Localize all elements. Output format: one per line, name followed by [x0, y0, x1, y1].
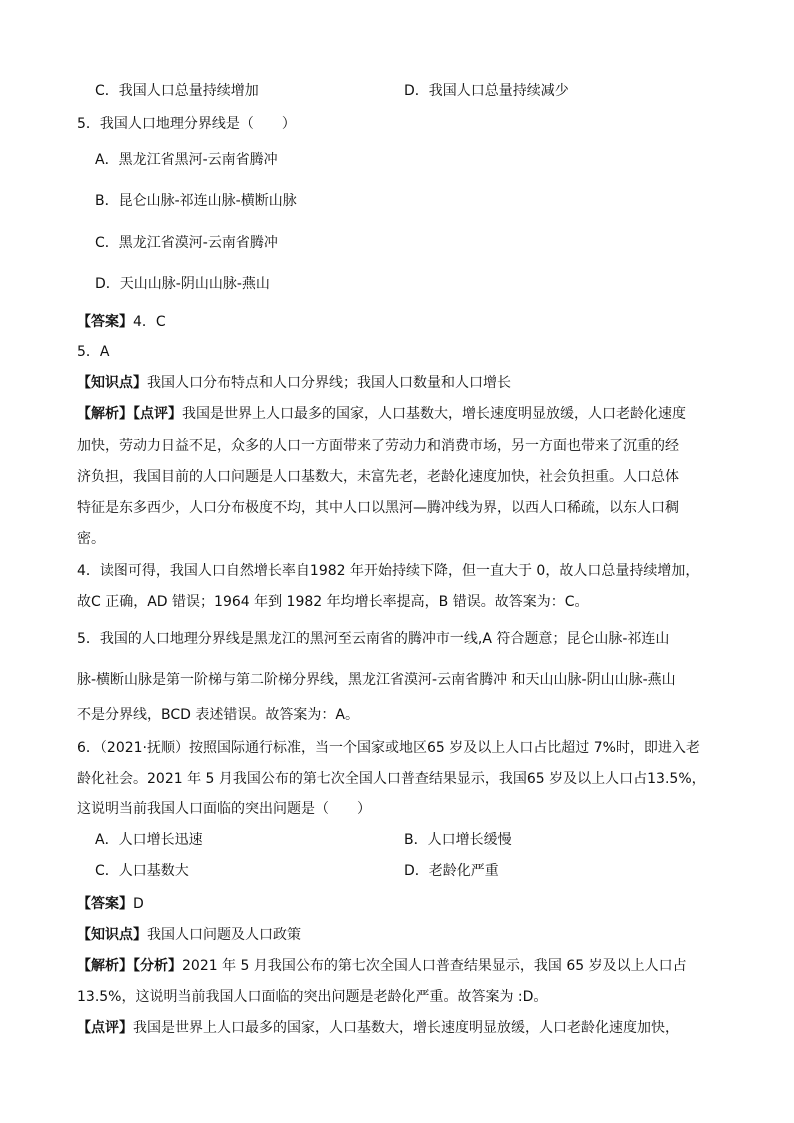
q6-analysis-line-2: 13.5%，这说明当前我国人口面临的突出问题是老龄化严重。故答案为 :D。 — [77, 989, 548, 1005]
answer-tag: 【答案】 — [77, 314, 133, 330]
knowledge-line — [77, 374, 511, 392]
q6-answer-line — [77, 895, 144, 913]
q5-option-a: A．黑龙江省黑河-云南省腾冲 — [95, 152, 278, 168]
q6-knowledge-line — [77, 926, 301, 944]
q5-option-b: B．昆仑山脉-祁连山脉-横断山脉 — [95, 193, 297, 209]
explain5-line-2: 脉-横断山脉是第一阶梯与第二阶梯分界线，黑龙江省漠河-云南省腾冲 和天山山脉-阴山山脉-燕山 — [77, 672, 676, 688]
q6-review-tag: 【点评】 — [77, 1020, 133, 1036]
analysis-line-5: 密。 — [77, 531, 105, 547]
q5-stem: 5．我国人口地理分界线是（ ） — [77, 116, 296, 132]
q6-knowledge-text: 我国人口问题及人口政策 — [147, 927, 301, 943]
knowledge-text: 我国人口分布特点和人口分界线；我国人口数量和人口增长 — [147, 375, 511, 391]
q6-stem-line-3: 这说明当前我国人口面临的突出问题是（ ） — [77, 801, 371, 817]
q6-option-c: C．人口基数大 — [95, 863, 189, 879]
q5-option-d: D．天山山脉-阴山山脉-燕山 — [95, 276, 270, 292]
q6-stem-line-2: 龄化社会。2021 年 5 月我国公布的第七次全国人口普查结果显示，我国65 岁及以上人口占13.5%， — [77, 771, 706, 787]
analysis-line-2: 加快，劳动力日益不足，众多的人口一方面带来了劳动力和消费市场，另一方面也带来了沉重的经 — [77, 438, 679, 454]
knowledge-tag: 【知识点】 — [77, 375, 147, 391]
q5-option-c: C．黑龙江省漠河-云南省腾冲 — [95, 235, 278, 251]
q6-stem-line-1: 6．（2021·抚顺）按照国际通行标准，当一个国家或地区65 岁及以上人口占比超过 7%时，即进入老 — [77, 740, 700, 756]
answer-line — [77, 313, 166, 331]
q6-option-a: A．人口增长迅速 — [95, 832, 203, 848]
explain5-line-1: 5．我国的人口地理分界线是黑龙江的黑河至云南省的腾冲市一线,A 符合题意；昆仑山脉-祁连山 — [77, 631, 670, 647]
q6-analysis-tag: 【解析】【分析】 — [77, 958, 182, 974]
q6-answer-tag: 【答案】 — [77, 896, 133, 912]
q6-answer: D — [133, 896, 144, 912]
q6-option-d: D．老龄化严重 — [404, 863, 499, 879]
q6-option-b: B．人口增长缓慢 — [404, 832, 512, 848]
answer-4: 4．C — [133, 314, 166, 330]
q6-review-text: 我国是世界上人口最多的国家，人口基数大，增长速度明显放缓，人口老龄化速度加快， — [133, 1020, 679, 1036]
analysis-line-3: 济负担，我国目前的人口问题是人口基数大，未富先老，老龄化速度加快，社会负担重。人口总体 — [77, 469, 679, 485]
explain4-line-1: 4．读图可得，我国人口自然增长率自1982 年开始持续下降，但一直大于 0，故人口总量持续增加， — [77, 563, 700, 579]
analysis-line-4: 特征是东多西少，人口分布极度不均，其中人口以黑河—腾冲线为界，以西人口稀疏，以东人口稠 — [77, 500, 679, 516]
explain4-line-2: 故C 正确，AD 错误；1964 年到 1982 年均增长率提高，B 错误。故答案为：C。 — [77, 594, 589, 610]
analysis-line-1 — [77, 405, 686, 423]
analysis-text-1: 我国是世界上人口最多的国家，人口基数大，增长速度明显放缓，人口老龄化速度 — [182, 406, 686, 422]
answer-5: 5．A — [77, 344, 110, 360]
explain5-line-3: 不是分界线，BCD 表述错误。故答案为：A。 — [77, 707, 359, 723]
q4-option-d: D．我国人口总量持续减少 — [404, 83, 569, 99]
q6-review-line — [77, 1019, 679, 1037]
q4-option-c: C．我国人口总量持续增加 — [95, 83, 259, 99]
q6-analysis-text-1: 2021 年 5 月我国公布的第七次全国人口普查结果显示，我国 65 岁及以上人口占 — [182, 958, 687, 974]
q6-knowledge-tag: 【知识点】 — [77, 927, 147, 943]
q6-analysis-line-1 — [77, 957, 687, 975]
analysis-tag: 【解析】【点评】 — [77, 406, 182, 422]
